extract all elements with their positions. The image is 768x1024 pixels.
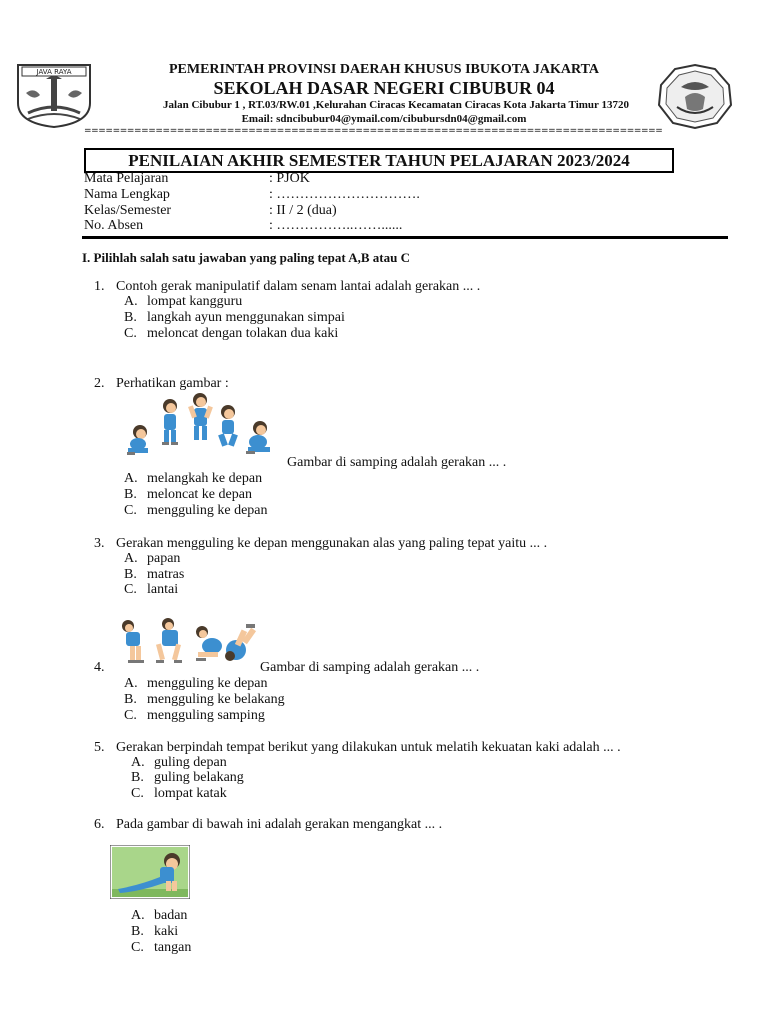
school-email: Email: sdncibubur04@ymail.com/cibubursdn04@gmail.com	[241, 113, 527, 125]
name-value: : ………………………….	[269, 187, 420, 202]
child-figure-5	[246, 421, 270, 454]
roll-figure-1	[122, 620, 144, 663]
q5-option-c-letter: C.	[131, 786, 144, 801]
section-title: I. Pilihlah salah satu jawaban yang paling tepat A,B atau C	[82, 250, 410, 265]
q1-option-c-letter: C.	[124, 326, 137, 341]
q1-option-a-letter: A.	[124, 294, 138, 309]
q6-option-c: tangan	[154, 940, 192, 955]
q2-option-a: melangkah ke depan	[147, 471, 263, 486]
question-2-caption: Gambar di samping adalah gerakan ... .	[287, 455, 507, 470]
child-figure-3	[188, 393, 213, 440]
q6-option-a-letter: A.	[131, 908, 145, 923]
q5-option-a-letter: A.	[131, 755, 145, 770]
q1-option-b: langkah ayun menggunakan simpai	[147, 310, 345, 325]
q4-option-b-letter: B.	[124, 692, 137, 707]
emblem-text: JAVA RAYA	[36, 68, 72, 76]
question-5-text: Gerakan berpindah tempat berikut yang dilakukan untuk melatih kekuatan kaki adalah ... .	[116, 740, 621, 755]
q6-option-b-letter: B.	[131, 924, 144, 939]
q2-option-b-letter: B.	[124, 487, 137, 502]
child-figure-1	[127, 425, 148, 455]
child-figure-2	[162, 399, 178, 445]
header-separator: =================================================================================	[84, 127, 663, 135]
q5-option-b-letter: B.	[131, 770, 144, 785]
q5-option-c: lompat katak	[154, 786, 227, 801]
school-name: SEKOLAH DASAR NEGERI CIBUBUR 04	[213, 78, 555, 98]
class-value: : II / 2 (dua)	[269, 203, 337, 218]
q4-option-a: mengguling ke depan	[147, 676, 268, 691]
question-6-number: 6.	[94, 817, 105, 832]
q4-option-a-letter: A.	[124, 676, 138, 691]
q4-option-b: mengguling ke belakang	[147, 692, 285, 707]
upper-body-lift-exercise-image	[110, 845, 190, 899]
jumping-forward-figures-image	[124, 392, 280, 462]
question-4-caption: Gambar di samping adalah gerakan ... .	[260, 660, 480, 675]
question-2-number: 2.	[94, 376, 105, 391]
q3-option-a-letter: A.	[124, 551, 138, 566]
divider	[82, 236, 728, 239]
school-address: Jalan Cibubur 1 , RT.03/RW.01 ,Kelurahan Ciracas Kecamatan Ciracas Kota Jakarta Timur 13720	[163, 99, 629, 111]
forward-roll-sequence-image	[118, 616, 260, 666]
q3-option-a: papan	[147, 551, 181, 566]
q6-option-b: kaki	[154, 924, 179, 939]
q1-option-a: lompat kangguru	[147, 294, 243, 309]
question-3-number: 3.	[94, 536, 105, 551]
roll-figure-3	[196, 626, 222, 661]
question-5-number: 5.	[94, 740, 105, 755]
question-4-number: 4.	[94, 660, 105, 675]
child-figure-4	[218, 405, 238, 447]
q2-option-c-letter: C.	[124, 503, 137, 518]
roll-figure-4	[225, 624, 256, 661]
q3-option-b-letter: B.	[124, 567, 137, 582]
absence-number-label: No. Absen	[84, 218, 144, 233]
q1-option-b-letter: B.	[124, 310, 137, 325]
subject-label: Mata Pelajaran	[84, 171, 169, 186]
subject-value: : PJOK	[269, 171, 310, 186]
q5-option-b: guling belakang	[154, 770, 244, 785]
q2-option-b: meloncat ke depan	[147, 487, 252, 502]
q5-option-a: guling depan	[154, 755, 227, 770]
q4-option-c-letter: C.	[124, 708, 137, 723]
question-6-text: Pada gambar di bawah ini adalah gerakan mengangkat ... .	[116, 817, 443, 832]
q3-option-c: lantai	[147, 582, 179, 597]
question-2-text: Perhatikan gambar :	[116, 376, 229, 391]
q2-option-c: mengguling ke depan	[147, 503, 268, 518]
absence-number-value: : ……………..……......	[269, 218, 403, 233]
q3-option-c-letter: C.	[124, 582, 137, 597]
question-1-number: 1.	[94, 279, 105, 294]
q1-option-c: meloncat dengan tolakan dua kaki	[147, 326, 339, 341]
roll-figure-2	[156, 618, 182, 663]
question-3-text: Gerakan mengguling ke depan menggunakan alas yang paling tepat yaitu ... .	[116, 536, 548, 551]
q3-option-b: matras	[147, 567, 185, 582]
name-label: Nama Lengkap	[84, 187, 170, 202]
exam-title: PENILAIAN AKHIR SEMESTER TAHUN PELAJARAN 2023/2024	[84, 148, 674, 173]
question-1-text: Contoh gerak manipulatif dalam senam lantai adalah gerakan ... .	[116, 279, 481, 294]
government-line: PEMERINTAH PROVINSI DAERAH KHUSUS IBUKOTA JAKARTA	[168, 62, 600, 77]
q2-option-a-letter: A.	[124, 471, 138, 486]
class-label: Kelas/Semester	[84, 203, 172, 218]
q4-option-c: mengguling samping	[147, 708, 265, 723]
q6-option-a: badan	[154, 908, 188, 923]
q6-option-c-letter: C.	[131, 940, 144, 955]
